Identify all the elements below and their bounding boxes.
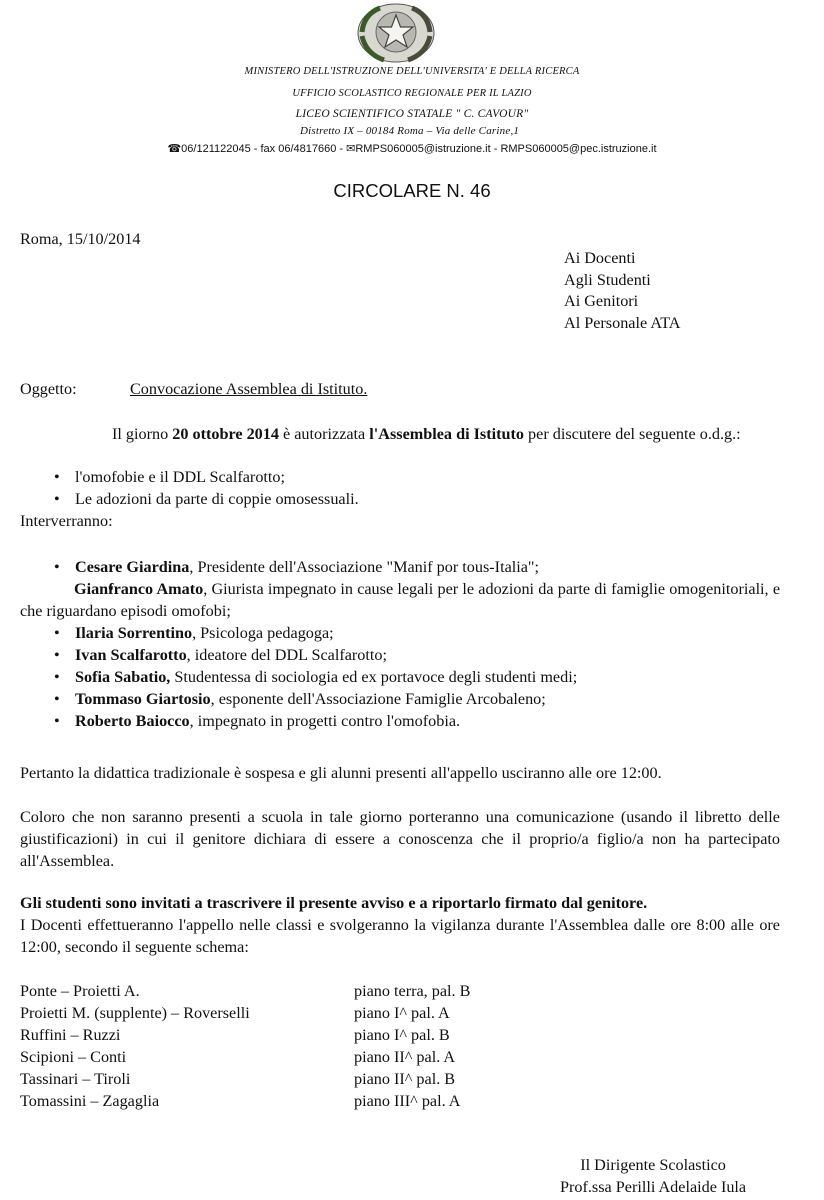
speaker-name: Cesare Giardina xyxy=(75,558,190,576)
intro-text: è autorizzata xyxy=(278,425,370,443)
intro-text: per discutere del seguente o.d.g.: xyxy=(524,425,741,443)
agenda-list xyxy=(20,466,780,510)
speakers-label: Interverranno: xyxy=(20,512,113,530)
schedule-location: piano I^ pal. B xyxy=(354,1026,450,1044)
schedule-row xyxy=(20,1002,540,1024)
absence-paragraph: Coloro che non saranno presenti a scuola in tale giorno porteranno una comunicazione (usando il libretto delle giustificazioni) in cui il genitore dichiara di essere a conoscenza che il proprio/a figlio/a non ha partecipato all'Assemblea. xyxy=(20,808,780,870)
speaker-name: Sofia Sabatio, xyxy=(75,668,171,686)
speaker-desc: , Presidente dell'Associazione "Manif por tous-Italia"; xyxy=(189,558,540,576)
phone-icon: ☎ xyxy=(167,143,182,155)
schedule-teachers: Tomassini – Zagaglia xyxy=(20,1092,160,1110)
speaker-item xyxy=(20,710,780,732)
fax-number: - fax 06/4817660 - xyxy=(253,143,344,155)
speaker-desc: , Psicologa pedagoga; xyxy=(192,624,334,642)
recipient-item: Ai Docenti xyxy=(564,249,636,267)
speaker-item xyxy=(20,666,780,688)
supervision-paragraph: I Docenti effettueranno l'appello nelle classi e svolgeranno la vigilanza durante l'Assemblea dalle ore 8:00 alle ore 12:00, secondo il seguente schema: xyxy=(20,916,780,956)
intro-text: Il giorno xyxy=(112,425,173,443)
circolare-title: CIRCOLARE N. 46 xyxy=(333,180,491,201)
signatory-name: Prof.ssa Perilli Adelaide Iula xyxy=(560,1178,747,1196)
document-date: Roma, 15/10/2014 xyxy=(20,230,141,248)
schedule-row xyxy=(20,1090,540,1112)
pec-address[interactable]: - RMPS060005@pec.istruzione.it xyxy=(493,143,657,155)
recipient-item: Agli Studenti xyxy=(564,270,651,289)
speaker-desc: , ideatore del DDL Scalfarotto; xyxy=(186,646,387,664)
schedule-row xyxy=(20,1024,540,1046)
recipient-item: Ai Genitori xyxy=(564,292,639,310)
speaker-item xyxy=(20,688,780,710)
schedule-location: piano II^ pal. A xyxy=(354,1048,456,1066)
speaker-item xyxy=(20,644,780,666)
speaker-name: Ivan Scalfarotto xyxy=(75,646,187,664)
speaker-name: Gianfranco Amato xyxy=(74,580,204,598)
schedule-row xyxy=(20,980,540,1002)
agenda-item: • l'omofobie e il DDL Scalfarotto; xyxy=(20,466,780,488)
school-name: LICEO SCIENTIFICO STATALE " C. CAVOUR" xyxy=(295,108,529,120)
schedule-location: piano II^ pal. B xyxy=(354,1070,456,1088)
schedule-teachers: Scipioni – Conti xyxy=(20,1048,127,1066)
speakers-list xyxy=(20,556,780,732)
signature-block xyxy=(560,1154,746,1198)
assembly-date: 20 ottobre 2014 xyxy=(172,425,279,443)
schedule-teachers: Tassinari – Tiroli xyxy=(20,1070,131,1088)
schedule-location: piano terra, pal. B xyxy=(354,982,471,1000)
district-address: Distretto IX – 00184 Roma – Via delle Carine,1 xyxy=(300,125,520,137)
speaker-desc: Studentessa di sociologia ed ex portavoce degli studenti medi; xyxy=(170,668,578,686)
email-address[interactable]: RMPS060005@istruzione.it xyxy=(355,143,491,155)
schedule-teachers: Proietti M. (supplente) – Roverselli xyxy=(20,1004,250,1022)
subject-label: Oggetto: xyxy=(20,380,77,398)
speaker-name: Tommaso Giartosio xyxy=(75,690,211,708)
suspension-paragraph: Pertanto la didattica tradizionale è sospesa e gli alunni presenti all'appello usciranno alle ore 12:00. xyxy=(20,764,662,782)
mail-icon: ✉ xyxy=(346,143,356,155)
office-line: UFFICIO SCOLASTICO REGIONALE PER IL LAZIO xyxy=(292,88,532,99)
intro-paragraph xyxy=(20,423,778,445)
assembly-name: l'Assemblea di Istituto xyxy=(369,425,524,443)
schedule-teachers: Ponte – Proietti A. xyxy=(20,982,140,1000)
speaker-name: Roberto Baiocco xyxy=(75,712,190,730)
schedule-row xyxy=(20,1068,540,1090)
recipient-item: Al Personale ATA xyxy=(564,313,681,332)
speaker-desc: , Giurista impegnato in cause legali per le adozioni da parte di famiglie omogenitoriali, e che riguardano episodi omofobi; xyxy=(20,580,781,620)
speaker-desc: , esponente dell'Associazione Famiglie Arcobaleno; xyxy=(210,690,546,708)
phone-number: 06/121122045 xyxy=(181,143,251,155)
speaker-desc: , impegnato in progetti contro l'omofobia. xyxy=(189,712,461,730)
supervision-schedule xyxy=(20,980,540,1112)
instruction-paragraph: Gli studenti sono invitati a trascrivere il presente avviso e a riportarlo firmato dal genitore. xyxy=(20,894,648,912)
speaker-item xyxy=(20,578,780,622)
agenda-item: • Le adozioni da parte di coppie omosessuali. xyxy=(20,488,780,510)
speaker-item xyxy=(20,622,780,644)
schedule-row xyxy=(20,1046,540,1068)
ministry-line: MINISTERO DELL'ISTRUZIONE DELL'UNIVERSITA' E DELLA RICERCA xyxy=(244,66,580,77)
signatory-role: Il Dirigente Scolastico xyxy=(580,1156,726,1174)
recipients-block xyxy=(564,247,681,333)
schedule-teachers: Ruffini – Ruzzi xyxy=(20,1026,121,1044)
contacts-line xyxy=(0,142,824,155)
republic-emblem-icon xyxy=(354,2,438,64)
speaker-name: Ilaria Sorrentino xyxy=(75,624,193,642)
schedule-location: piano III^ pal. A xyxy=(354,1092,461,1110)
schedule-location: piano I^ pal. A xyxy=(354,1004,450,1022)
speaker-item xyxy=(20,556,780,578)
subject-text: Convocazione Assemblea di Istituto. xyxy=(130,380,368,398)
